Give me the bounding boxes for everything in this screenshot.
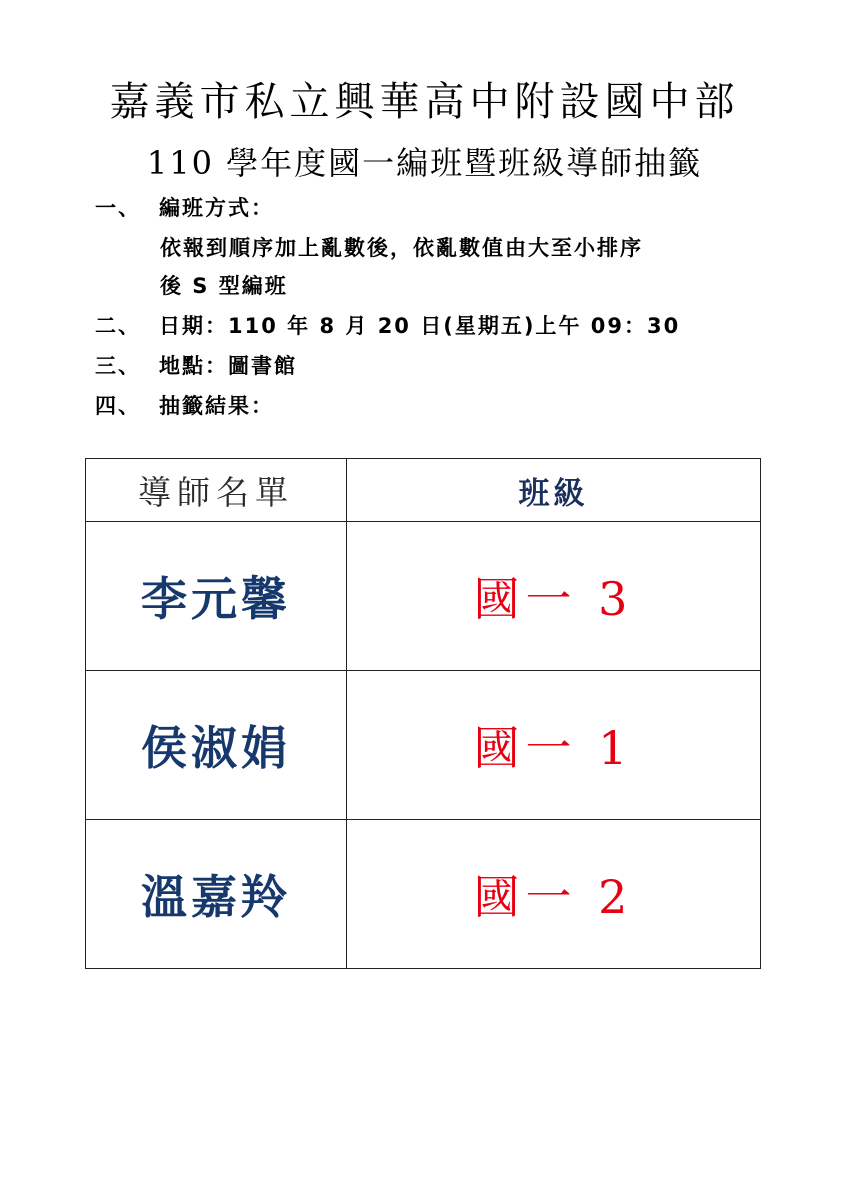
section-location <box>95 350 297 380</box>
section-result <box>95 390 274 420</box>
class-column-header: 班級 <box>347 459 761 522</box>
page-title: 嘉義市私立興華高中附設國中部 <box>109 79 740 125</box>
section-date <box>95 310 680 340</box>
page-subtitle: 110 學年度國一編班暨班級導師抽籤 <box>146 144 703 182</box>
teacher-name: 侯淑娟 <box>86 671 347 820</box>
table-row <box>86 522 761 671</box>
section-number: 四、 <box>95 394 141 418</box>
section-text: 地點：圖書館 <box>159 354 297 378</box>
section-text: 日期：110 年 8 月 20 日(星期五)上午 09：30 <box>159 314 681 338</box>
draw-result-table <box>85 458 761 969</box>
teacher-name: 李元馨 <box>86 522 347 671</box>
table-row <box>86 671 761 820</box>
section-method <box>95 192 274 222</box>
class-name: 國一 2 <box>347 820 761 969</box>
section-number: 三、 <box>95 354 141 378</box>
section-number: 一、 <box>95 196 141 220</box>
section-text: 抽籤結果： <box>159 394 274 418</box>
table-header-row <box>86 459 761 522</box>
section-number: 二、 <box>95 314 141 338</box>
method-detail-line2: 後 S 型編班 <box>160 274 288 298</box>
table-row <box>86 820 761 969</box>
teacher-column-header: 導師名單 <box>86 459 347 522</box>
class-name: 國一 1 <box>347 671 761 820</box>
method-detail-line1: 依報到順序加上亂數後，依亂數值由大至小排序 <box>160 236 643 260</box>
section-text: 編班方式： <box>159 196 274 220</box>
teacher-name: 溫嘉羚 <box>86 820 347 969</box>
class-name: 國一 3 <box>347 522 761 671</box>
